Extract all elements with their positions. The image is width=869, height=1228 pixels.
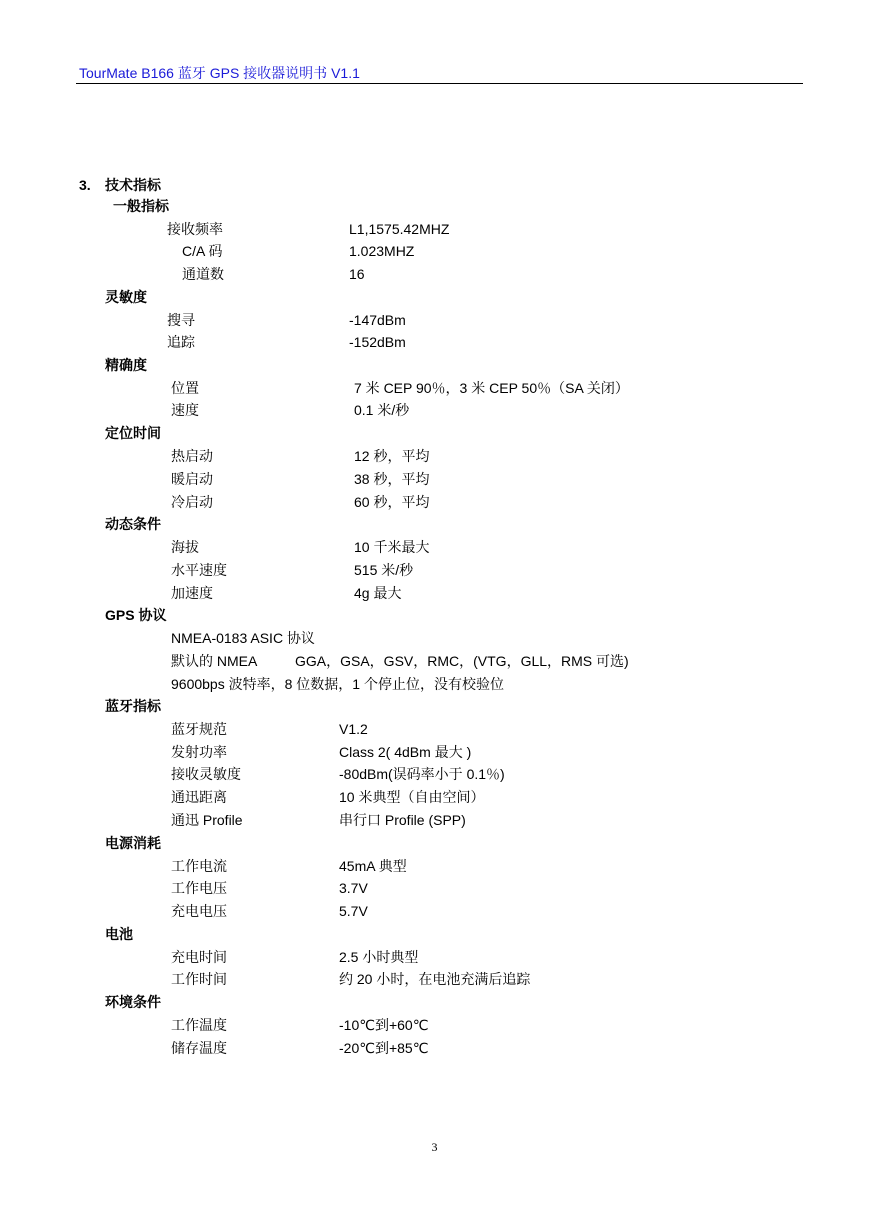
- spec-label: 工作电流: [171, 858, 227, 874]
- power-heading: 电源消耗: [105, 835, 161, 851]
- spec-value: -10℃到+60℃: [339, 1017, 429, 1033]
- protocol-line: NMEA-0183 ASIC 协议: [171, 630, 315, 646]
- sensitivity-heading: 灵敏度: [105, 289, 147, 305]
- accuracy-heading: 精确度: [105, 357, 147, 373]
- page-number: 3: [431, 1140, 438, 1154]
- spec-value: 16: [349, 266, 365, 282]
- protocol-label: 默认的 NMEA: [171, 653, 258, 669]
- spec-label: 热启动: [171, 448, 213, 464]
- dynamics-heading: 动态条件: [105, 516, 161, 532]
- spec-value: 约 20 小时，在电池充满后追踪: [339, 971, 531, 987]
- protocol-line: 9600bps 波特率，8 位数据，1 个停止位，没有校验位: [171, 676, 504, 692]
- spec-label: 充电电压: [171, 903, 227, 919]
- spec-value: 45mA 典型: [339, 858, 407, 874]
- spec-label: 海拔: [171, 539, 199, 555]
- document-header-title: TourMate B166 蓝牙 GPS 接收器说明书 V1.1: [79, 65, 360, 81]
- spec-value: -152dBm: [349, 334, 406, 350]
- spec-value: 12 秒，平均: [354, 448, 430, 464]
- spec-label: 工作温度: [171, 1017, 227, 1033]
- spec-value: 515 米/秒: [354, 562, 414, 578]
- spec-label: 充电时间: [171, 949, 227, 965]
- spec-label: 工作时间: [171, 971, 227, 987]
- spec-value: 38 秒，平均: [354, 471, 430, 487]
- spec-value: 串行口 Profile (SPP): [339, 812, 466, 828]
- spec-value: 1.023MHZ: [349, 243, 415, 259]
- section-title: 技术指标: [105, 177, 161, 193]
- spec-label: 蓝牙规范: [171, 721, 227, 737]
- bluetooth-heading: 蓝牙指标: [105, 698, 161, 714]
- spec-label: 水平速度: [171, 562, 227, 578]
- spec-label: 速度: [171, 402, 199, 418]
- gps-protocol-heading: GPS 协议: [105, 607, 167, 623]
- spec-value: 3.7V: [339, 880, 368, 896]
- protocol-value: GGA，GSA，GSV，RMC，(VTG，GLL，RMS 可选): [295, 653, 629, 669]
- fix-time-heading: 定位时间: [105, 425, 161, 441]
- header-divider: [76, 83, 803, 84]
- spec-label: 位置: [171, 380, 199, 396]
- section-number: 3.: [79, 177, 91, 193]
- spec-value: -80dBm(误码率小于 0.1％): [339, 766, 505, 782]
- section-heading: [79, 175, 161, 195]
- spec-value: 2.5 小时典型: [339, 949, 419, 965]
- spec-label: 追踪: [167, 334, 195, 350]
- spec-label: C/A 码: [182, 243, 223, 259]
- spec-value: Class 2( 4dBm 最大 ): [339, 744, 472, 760]
- spec-value: 10 米典型（自由空间）: [339, 789, 485, 805]
- spec-value: 7 米 CEP 90％，3 米 CEP 50％（SA 关闭）: [354, 380, 629, 396]
- spec-label: 通迅距离: [171, 789, 227, 805]
- spec-value: -147dBm: [349, 312, 406, 328]
- spec-value: 4g 最大: [354, 585, 402, 601]
- spec-label: 搜寻: [167, 312, 195, 328]
- spec-value: 10 千米最大: [354, 539, 430, 555]
- spec-label: 加速度: [171, 585, 213, 601]
- spec-label: 接收频率: [167, 221, 223, 237]
- spec-label: 通迅 Profile: [171, 812, 243, 828]
- spec-label: 冷启动: [171, 494, 213, 510]
- general-heading: 一般指标: [113, 198, 169, 214]
- spec-label: 接收灵敏度: [171, 766, 241, 782]
- spec-value: V1.2: [339, 721, 368, 737]
- environment-heading: 环境条件: [105, 994, 161, 1010]
- spec-label: 暖启动: [171, 471, 213, 487]
- spec-value: -20℃到+85℃: [339, 1040, 429, 1056]
- battery-heading: 电池: [105, 926, 133, 942]
- spec-label: 发射功率: [171, 744, 227, 760]
- spec-value: 60 秒，平均: [354, 494, 430, 510]
- spec-value: 0.1 米/秒: [354, 402, 410, 418]
- spec-label: 工作电压: [171, 880, 227, 896]
- spec-value: 5.7V: [339, 903, 368, 919]
- spec-label: 储存温度: [171, 1040, 227, 1056]
- spec-value: L1,1575.42MHZ: [349, 221, 450, 237]
- spec-label: 通道数: [182, 266, 224, 282]
